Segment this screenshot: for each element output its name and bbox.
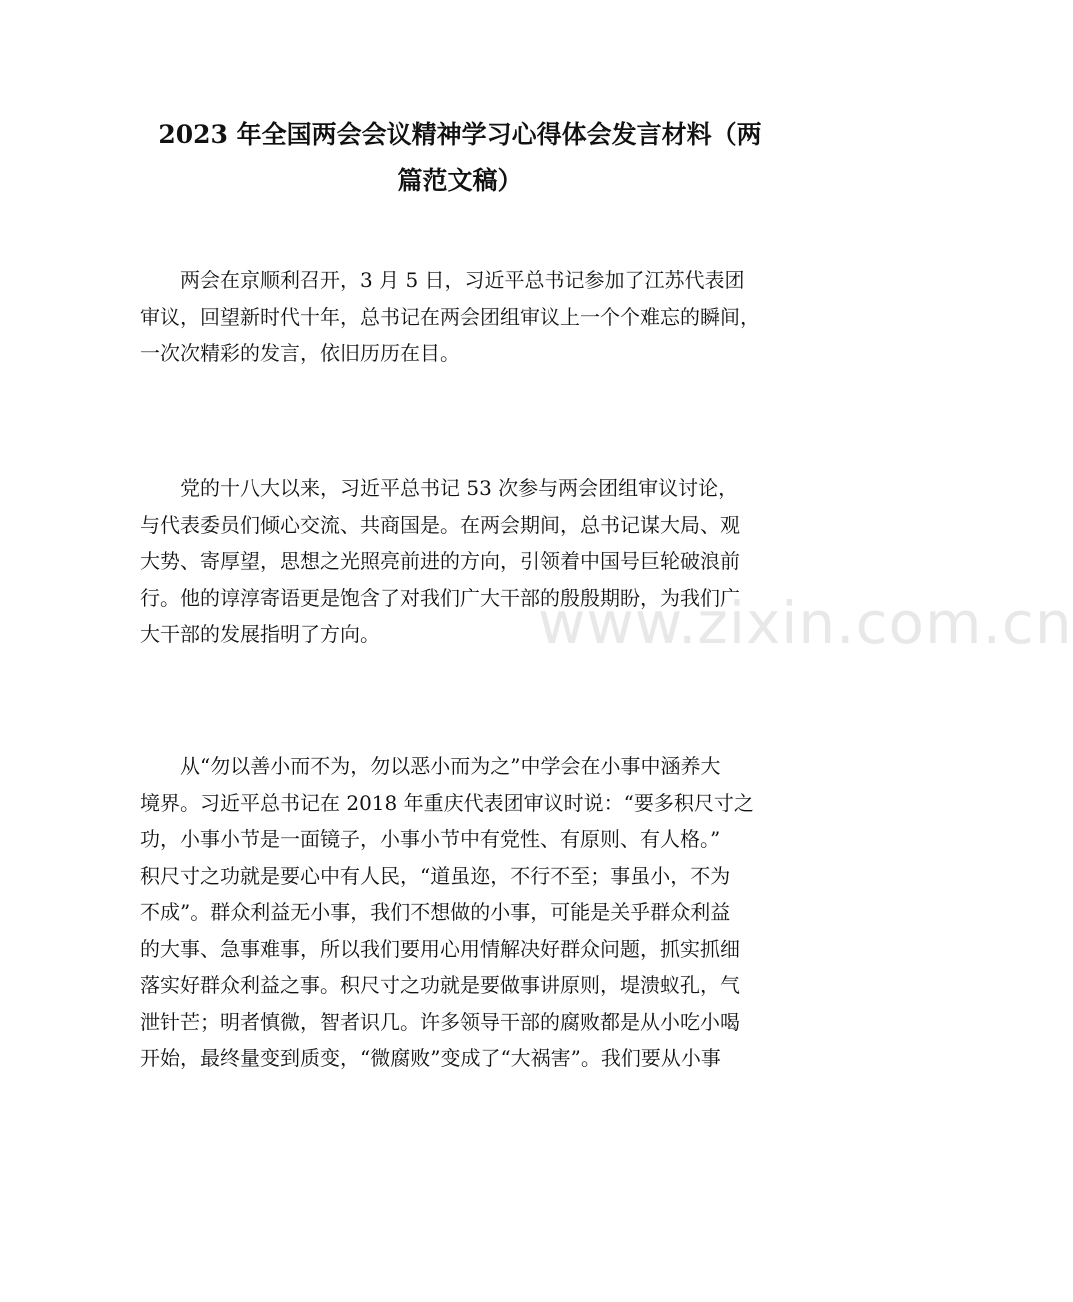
paragraph-line: 大干部的发展指明了方向。 — [140, 622, 380, 646]
paragraph-line: 功，小事小节是一面镜子，小事小节中有党性、有原则、有人格。” — [140, 827, 721, 851]
paragraph-2 — [140, 470, 780, 653]
document-title — [140, 112, 780, 204]
paragraph-line: 泄针芒；明者慎微，智者识几。许多领导干部的腐败都是从小吃小喝 — [140, 1009, 740, 1034]
paragraph-line: 审议，回望新时代十年，总书记在两会团组审议上一个个难忘的瞬间， — [140, 304, 760, 329]
paragraph-line: 积尺寸之功就是要心中有人民，“道虽迩，不行不至；事虽小，不为 — [140, 863, 731, 888]
title-line: 2023 年全国两会会议精神学习心得体会发言材料（两 — [158, 120, 762, 149]
paragraph-line: 大势、寄厚望，思想之光照亮前进的方向，引领着中国号巨轮破浪前 — [140, 549, 740, 573]
paragraph-line: 落实好群众利益之事。积尺寸之功就是要做事讲原则，堤溃蚁孔，气 — [140, 973, 740, 997]
watermark: www.zixin.com.cn — [538, 589, 1073, 657]
paragraph-line: 不成”。群众利益无小事，我们不想做的小事，可能是关乎群众利益 — [140, 900, 731, 924]
title-line: 篇范文稿） — [397, 166, 523, 195]
paragraph-1 — [140, 262, 780, 372]
paragraph-line: 境界。习近平总书记在 2018 年重庆代表团审议时说：“要多积尺寸之 — [140, 790, 754, 815]
paragraph-line: 两会在京顺利召开，3 月 5 日，习近平总书记参加了江苏代表团 — [140, 268, 745, 292]
paragraph-3 — [140, 748, 780, 1077]
paragraph-line: 从“勿以善小而不为，勿以恶小而为之”中学会在小事中涵养大 — [140, 754, 721, 778]
paragraph-line: 与代表委员们倾心交流、共商国是。在两会期间，总书记谋大局、观 — [140, 512, 740, 537]
paragraph-line: 党的十八大以来，习近平总书记 53 次参与两会团组审议讨论， — [140, 476, 739, 500]
paragraph-line: 一次次精彩的发言，依旧历历在目。 — [140, 341, 460, 365]
paragraph-line: 行。他的谆淳寄语更是饱含了对我们广大干部的殷殷期盼，为我们广 — [140, 585, 740, 610]
paragraph-line: 的大事、急事难事，所以我们要用心用情解决好群众问题，抓实抓细 — [140, 936, 740, 961]
paragraph-line: 开始，最终量变到质变，“微腐败”变成了“大祸害”。我们要从小事 — [140, 1046, 721, 1070]
